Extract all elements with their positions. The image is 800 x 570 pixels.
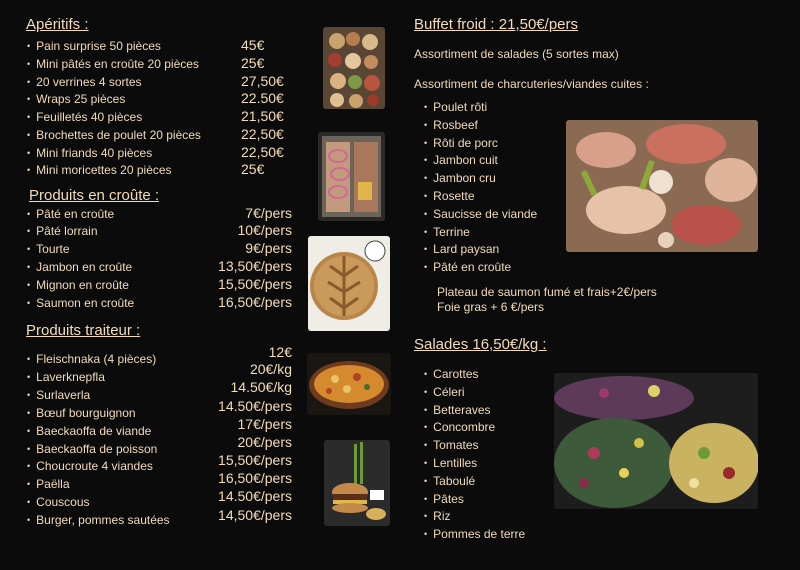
- pain-surprise-photo: [323, 27, 385, 109]
- item-label: Saucisse de viande: [433, 206, 538, 221]
- aperitif-item: [27, 163, 172, 177]
- item-label: Feuilletés 40 pièces: [36, 110, 143, 124]
- buffet-item: [424, 189, 475, 203]
- bullet: •: [27, 262, 31, 272]
- item-price: 15,50€/pers: [218, 452, 292, 468]
- item-label: Laverknepfla: [36, 370, 105, 384]
- item-label: Terrine: [433, 224, 470, 239]
- salade-item: [424, 527, 525, 541]
- item-label: Couscous: [36, 495, 90, 509]
- item-label: Mini friands 40 pièces: [36, 146, 153, 160]
- bullet: •: [27, 77, 31, 87]
- aperitifs-title: Apéritifs :: [26, 16, 89, 33]
- item-label: Saumon en croûte: [36, 296, 135, 310]
- item-label: Lentilles: [433, 456, 478, 470]
- item-label: Carottes: [433, 367, 479, 381]
- salade-item: [424, 420, 495, 434]
- bullet: •: [27, 280, 31, 290]
- buffet-item: [424, 207, 537, 221]
- bullet: •: [424, 226, 428, 237]
- bullet: •: [27, 444, 31, 454]
- bullet: •: [424, 119, 428, 130]
- bullet: •: [27, 130, 31, 140]
- bullet: •: [424, 404, 428, 415]
- aperitif-item: [27, 39, 161, 53]
- item-price: 22,50€: [241, 126, 284, 142]
- traiteur-title: Produits traiteur :: [26, 322, 141, 339]
- item-label: Rosbeef: [433, 117, 478, 132]
- item-price: 7€/pers: [245, 205, 292, 221]
- traiteur-item: [27, 370, 105, 384]
- item-label: Lard paysan: [433, 242, 500, 257]
- bullet: •: [424, 475, 428, 486]
- bullet: •: [424, 529, 428, 540]
- bullet: •: [27, 226, 31, 236]
- bullet: •: [424, 155, 428, 166]
- item-label: Concombre: [433, 420, 496, 435]
- buffet-foie-line: Foie gras + 6 €/pers: [437, 300, 545, 314]
- traiteur-item: [27, 352, 156, 366]
- buffet-item: [424, 242, 499, 256]
- bullet: •: [424, 369, 428, 379]
- item-label: Wraps 25 pièces: [36, 92, 126, 106]
- aperitif-item: [27, 75, 142, 89]
- item-label: Bœuf bourguignon: [36, 406, 136, 420]
- buffet-charcuterie-line: Assortiment de charcuteries/viandes cuites :: [414, 77, 649, 91]
- salade-item: [424, 456, 477, 470]
- item-label: Poulet rôti: [433, 100, 488, 114]
- item-price: 25€: [241, 161, 265, 177]
- croute-item: [27, 207, 114, 221]
- buffet-item: [424, 153, 498, 167]
- buffet-item: [424, 100, 487, 114]
- bullet: •: [27, 148, 31, 158]
- croute-item: [27, 260, 132, 274]
- buffet-item: [424, 118, 478, 132]
- buffet-salades-line: Assortiment de salades (5 sortes max): [414, 47, 619, 61]
- bullet: •: [27, 209, 31, 219]
- aperitif-item: [27, 92, 125, 106]
- charcuterie-photo: [566, 120, 758, 252]
- bullet: •: [424, 191, 428, 201]
- aperitif-item: [27, 110, 142, 124]
- item-label: Tomates: [433, 438, 479, 453]
- traiteur-item: [27, 442, 157, 456]
- aperitif-item: [27, 57, 199, 71]
- item-label: Tourte: [36, 242, 70, 256]
- item-label: Céleri: [433, 384, 465, 399]
- bullet: •: [424, 440, 428, 451]
- croute-item: [27, 224, 98, 238]
- item-label: Jambon en croûte: [36, 260, 133, 274]
- traiteur-item: [27, 424, 151, 438]
- item-label: Pommes de terre: [433, 527, 526, 542]
- item-label: Pâtes: [433, 491, 464, 506]
- bullet: •: [27, 461, 31, 471]
- salade-item: [424, 385, 465, 399]
- item-label: 20 verrines 4 sortes: [36, 75, 142, 89]
- item-label: Fleischnaka (4 pièces): [36, 352, 157, 366]
- salade-item: [424, 367, 479, 381]
- item-price: 22,50€: [241, 144, 284, 160]
- item-label: Mini pâtés en croûte 20 pièces: [36, 57, 199, 71]
- item-price: 45€: [241, 37, 265, 53]
- item-price: 16,50€/pers: [218, 470, 292, 486]
- bullet: •: [27, 94, 31, 104]
- bullet: •: [27, 390, 31, 400]
- salade-item: [424, 474, 475, 488]
- traiteur-item: [27, 495, 90, 509]
- salade-item: [424, 403, 491, 417]
- bullet: •: [424, 262, 428, 273]
- item-label: Baeckaoffa de viande: [36, 424, 152, 438]
- item-label: Paëlla: [36, 477, 70, 491]
- bullet: •: [27, 244, 31, 254]
- buffet-item: [424, 136, 498, 150]
- salade-item: [424, 438, 479, 452]
- item-price: 15,50€/pers: [218, 276, 292, 292]
- buffet-title: Buffet froid : 21,50€/pers: [414, 16, 578, 33]
- item-price: 14.50€/pers: [218, 398, 292, 414]
- bullet: •: [27, 426, 31, 436]
- bullet: •: [424, 422, 428, 433]
- salade-item: [424, 492, 464, 506]
- item-label: Jambon cuit: [433, 153, 498, 168]
- aperitif-item: [27, 128, 201, 142]
- bullet: •: [424, 102, 428, 112]
- croute-item: [27, 242, 70, 256]
- salad-photo: [554, 373, 758, 509]
- item-label: Mignon en croûte: [36, 278, 129, 292]
- bullet: •: [27, 298, 31, 308]
- item-label: Riz: [433, 509, 451, 524]
- salades-title: Salades 16,50€/kg :: [414, 336, 547, 353]
- croute-title: Produits en croûte :: [29, 187, 160, 204]
- item-price: 9€/pers: [245, 240, 292, 256]
- croute-item: [27, 296, 134, 310]
- bullet: •: [27, 165, 31, 175]
- bullet: •: [27, 408, 31, 418]
- bullet: •: [27, 59, 31, 69]
- item-label: Betteraves: [433, 402, 491, 417]
- item-price: 22.50€: [241, 90, 284, 106]
- bullet: •: [424, 493, 428, 504]
- traiteur-item: [27, 477, 70, 491]
- item-price: 14,50€/pers: [218, 507, 292, 523]
- item-label: Rosette: [433, 189, 475, 203]
- item-price: 13,50€/pers: [218, 258, 292, 274]
- salade-item: [424, 509, 451, 523]
- item-label: Brochettes de poulet 20 pièces: [36, 128, 201, 142]
- bullet: •: [424, 244, 428, 255]
- item-price: 20€/pers: [237, 434, 292, 450]
- bullet: •: [27, 497, 31, 507]
- item-label: Surlaverla: [36, 388, 91, 402]
- tourte-photo: [308, 236, 390, 331]
- traiteur-item: [27, 513, 170, 527]
- traiteur-item: [27, 406, 136, 420]
- burger-photo: [324, 440, 390, 526]
- item-price: 16,50€/pers: [218, 294, 292, 310]
- item-label: Baeckaoffa de poisson: [36, 442, 158, 456]
- item-price: 14.50€/pers: [218, 488, 292, 504]
- traiteur-item: [27, 459, 153, 473]
- bullet: •: [424, 511, 428, 522]
- bullet: •: [27, 515, 31, 525]
- buffet-item: [424, 171, 496, 185]
- item-price: 25€: [241, 55, 265, 71]
- item-label: Burger, pommes sautées: [36, 513, 170, 527]
- buffet-plateau-line: Plateau de saumon fumé et frais+2€/pers: [437, 285, 657, 299]
- paella-photo: [307, 353, 391, 415]
- item-label: Pâté lorrain: [36, 224, 98, 238]
- item-price: 27,50€: [241, 73, 284, 89]
- bullet: •: [424, 208, 428, 219]
- item-label: Pâté en croûte: [433, 260, 512, 275]
- buffet-item: [424, 225, 470, 239]
- croute-item: [27, 278, 129, 292]
- item-label: Jambon cru: [433, 171, 496, 186]
- bullet: •: [27, 354, 31, 364]
- bullet: •: [27, 372, 31, 382]
- platter-photo: [318, 132, 385, 221]
- item-label: Taboulé: [433, 473, 476, 488]
- bullet: •: [424, 173, 428, 184]
- item-price: 14.50€/kg: [230, 379, 292, 395]
- item-price: 17€/pers: [237, 416, 292, 432]
- item-price: 21,50€: [241, 108, 284, 124]
- item-label: Pain surprise 50 pièces: [36, 39, 161, 53]
- aperitif-item: [27, 146, 152, 160]
- buffet-item: [424, 260, 511, 274]
- bullet: •: [424, 137, 428, 148]
- traiteur-item: [27, 388, 90, 402]
- bullet: •: [424, 386, 428, 397]
- item-label: Pâté en croûte: [36, 207, 115, 221]
- item-label: Choucroute 4 viandes: [36, 459, 153, 473]
- item-label: Mini moricettes 20 pièces: [36, 163, 172, 177]
- item-price: 20€/kg: [249, 361, 292, 377]
- bullet: •: [27, 479, 31, 489]
- bullet: •: [27, 41, 31, 51]
- item-label: Rôti de porc: [433, 135, 498, 150]
- bullet: •: [424, 458, 428, 468]
- item-price: 12€: [268, 344, 292, 360]
- bullet: •: [27, 112, 31, 122]
- item-price: 10€/pers: [237, 222, 292, 238]
